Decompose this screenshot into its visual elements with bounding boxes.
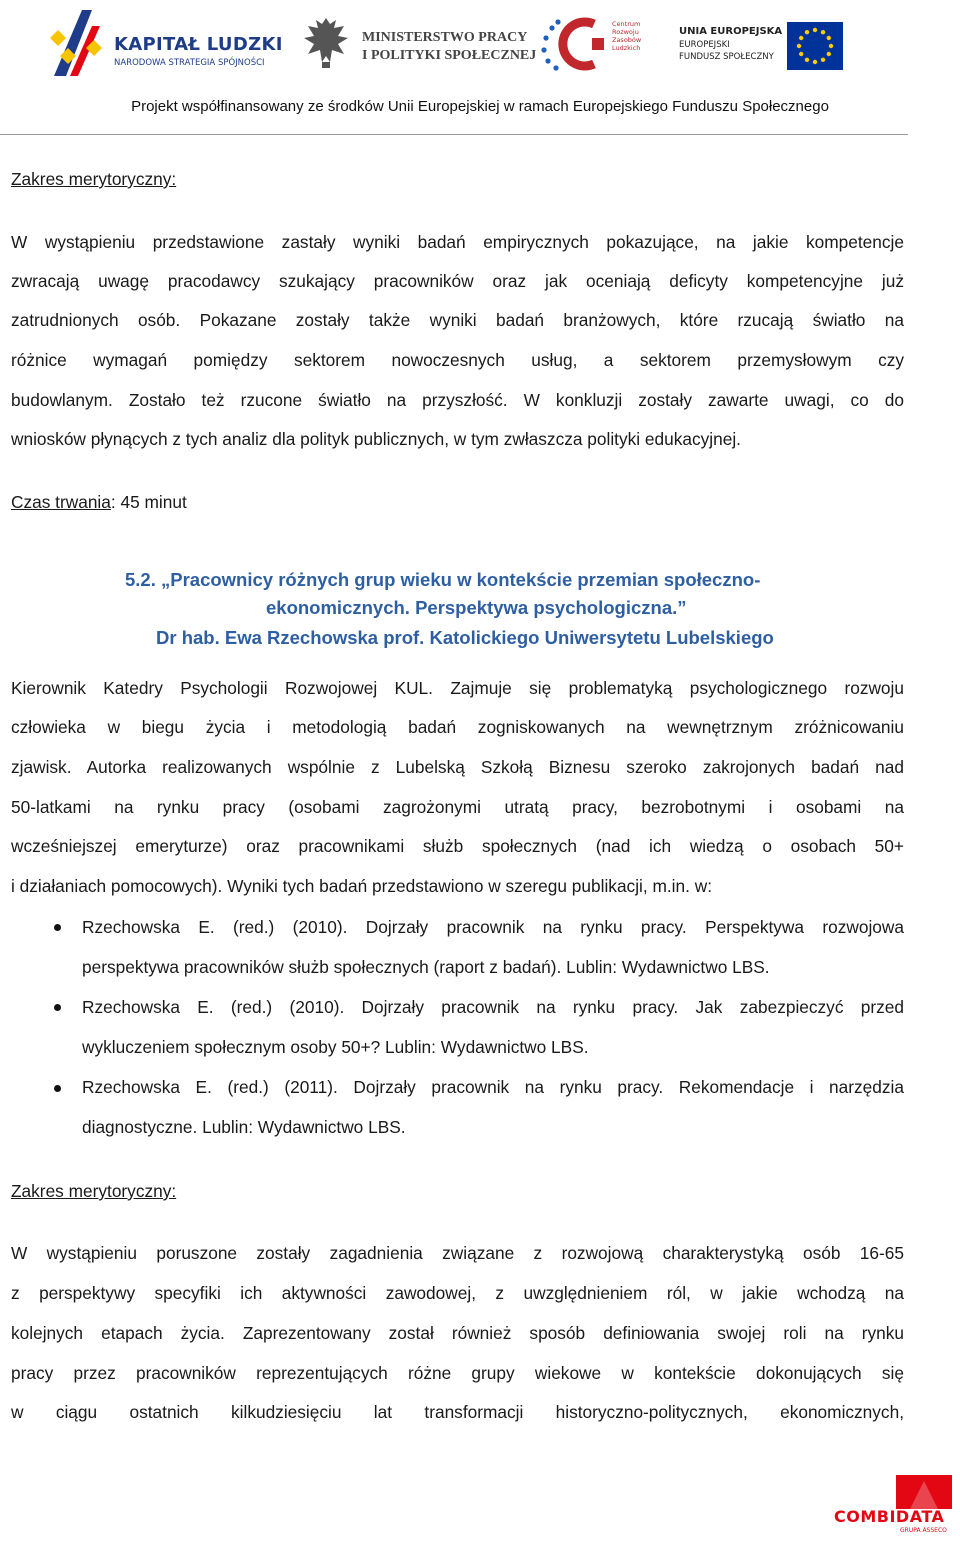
publication-2-line1: Rzechowska E. (red.) (2010). Dojrzały pracownik na rynku pracy. Jak zabezpieczyć przed (82, 997, 904, 1017)
bullet-dot (54, 1085, 61, 1092)
crzl-text-line3: Zasobów (612, 36, 642, 44)
page-header (0, 0, 960, 138)
bullet-dot (54, 924, 61, 931)
talk-speaker: Dr hab. Ewa Rzechowska prof. Katolickiego Uniwersytetu Lubelskiego (156, 627, 774, 648)
kapital-ludzki-logo (48, 8, 288, 78)
publication-2-line2: wykluczeniem społecznym osoby 50+? Lublin: Wydawnictwo LBS. (82, 1037, 589, 1057)
kapital-ludzki-emblem-icon (48, 8, 112, 78)
section2-line-1: W wystąpieniu poruszone zostały zagadnienia związane z rozwojową charakterystyką osób 16-65 (11, 1243, 904, 1263)
section1-line-1: W wystąpieniu przedstawione zastały wyniki badań empirycznych pokazujące, na jakie kompetencje (11, 232, 904, 252)
ministry-name-line1: MINISTERSTWO PRACY (362, 30, 528, 45)
eu-name-line2: EUROPEJSKI (679, 40, 730, 50)
section1-label: Zakres merytoryczny: (11, 169, 177, 189)
combidata-subtitle: GRUPA ASSECO (900, 1527, 947, 1534)
section1-line-5: budowlanym. Zostało też rzucone światło na przyszłość. W konkluzji zostały zawarte uwagi, co do (11, 390, 904, 410)
section1-line-2: zwracają uwagę pracodawcy szukający pracowników oraz jak oceniają deficyty kompetencyjne już (11, 271, 904, 291)
crzl-text-line4: Ludzkich (612, 44, 641, 52)
project-cofinancing-note: Projekt współfinansowany ze środków Unii Europejskiej w ramach Europejskiego Funduszu Społecznego (131, 98, 829, 115)
section1-line-6: wniosków płynących z tych analiz dla polityk publicznych, w tym zwłaszcza polityki edukacyjnej. (11, 429, 741, 449)
bio-line-5: wcześniejszej emeryturze) oraz pracownikami służb społecznych (nad ich wiedzą o osobach 50+ (11, 836, 904, 856)
ministry-logo (300, 14, 537, 74)
bio-line-4: 50-latkami na rynku pracy (osobami zagrożonymi utratą pracy, bezrobotnymi i osobami na (11, 797, 904, 817)
ministry-name-line2: I POLITYKI SPOŁECZNEJ (362, 48, 537, 63)
eu-logo (675, 18, 845, 74)
publication-3-line1: Rzechowska E. (red.) (2011). Dojrzały pracownik na rynku pracy. Rekomendacje i narzędzia (82, 1077, 904, 1097)
combidata-emblem-icon (896, 1475, 952, 1509)
bio-line-1: Kierownik Katedry Psychologii Rozwojowej KUL. Zajmuje się problematyką psychologicznego rozwoju (11, 678, 904, 698)
kapital-ludzki-name: KAPITAŁ LUDZKI (114, 34, 283, 55)
crzl-logo (540, 14, 660, 74)
eagle-emblem-icon (300, 14, 352, 72)
duration-value: : 45 minut (110, 492, 187, 512)
combidata-name: COMBIDATA (834, 1507, 945, 1526)
eu-name-line1: UNIA EUROPEJSKA (679, 26, 783, 37)
section2-line-3: kolejnych etapach życia. Zaprezentowany został również sposób definiowania swojej roli na rynku (11, 1323, 904, 1343)
bio-line-2: człowieka w biegu życia i metodologią badań zogniskowanych na wewnętrznym zróżnicowaniu (11, 717, 904, 737)
section2-line-2: z perspektywy specyfiki ich aktywności zawodowej, z uwzględnieniem ról, w jakie wchodzą na (11, 1283, 904, 1303)
logo-bar (0, 0, 960, 86)
eu-flag-icon (787, 22, 843, 70)
section1-line-4: różnice wymagań pomiędzy sektorem nowoczesnych usług, a sektorem przemysłowym czy (11, 350, 904, 370)
section2-line-5: w ciągu ostatnich kilkudziesięciu lat transformacji historyczno-politycznych, ekonomicznych, (11, 1402, 904, 1422)
eu-name-line3: FUNDUSZ SPOŁECZNY (679, 52, 774, 62)
bullet-dot (54, 1004, 61, 1011)
section2-label: Zakres merytoryczny: (11, 1181, 177, 1201)
talk-title-line1: 5.2. „Pracownicy różnych grup wieku w kontekście przemian społeczno- (125, 569, 761, 590)
section1-line-3: zatrudnionych osób. Pokazane zostały także wyniki badań branżowych, które rzucają światło na (11, 310, 904, 330)
section2-line-4: pracy przez pracowników reprezentujących różne grupy wiekowe w kontekście dokonujących się (11, 1363, 904, 1383)
publication-3-line2: diagnostyczne. Lublin: Wydawnictwo LBS. (82, 1117, 406, 1137)
bio-line-3: zjawisk. Autorka realizowanych wspólnie z Lubelską Szkołą Biznesu szeroko zakrojonych badań nad (11, 757, 904, 777)
combidata-logo (834, 1475, 954, 1535)
header-divider (0, 134, 908, 135)
publication-1-line1: Rzechowska E. (red.) (2010). Dojrzały pracownik na rynku pracy. Perspektywa rozwojowa (82, 917, 904, 937)
bio-line-6: i działaniach pomocowych). Wyniki tych badań przedstawiono w szeregu publikacji, m.in. w: (11, 876, 713, 896)
crzl-text-line1: Centrum (612, 20, 641, 28)
duration-label: Czas trwania (11, 492, 111, 512)
crzl-emblem-icon (540, 14, 610, 74)
talk-title-line2: ekonomicznych. Perspektywa psychologiczna.” (266, 597, 687, 618)
publication-1-line2: perspektywa pracowników służb społecznych (raport z badań). Lublin: Wydawnictwo LBS. (82, 957, 770, 977)
kapital-ludzki-subtitle: NARODOWA STRATEGIA SPÓJNOŚCI (114, 58, 265, 68)
duration-row (11, 492, 187, 513)
crzl-text-line2: Rozwoju (612, 28, 639, 36)
